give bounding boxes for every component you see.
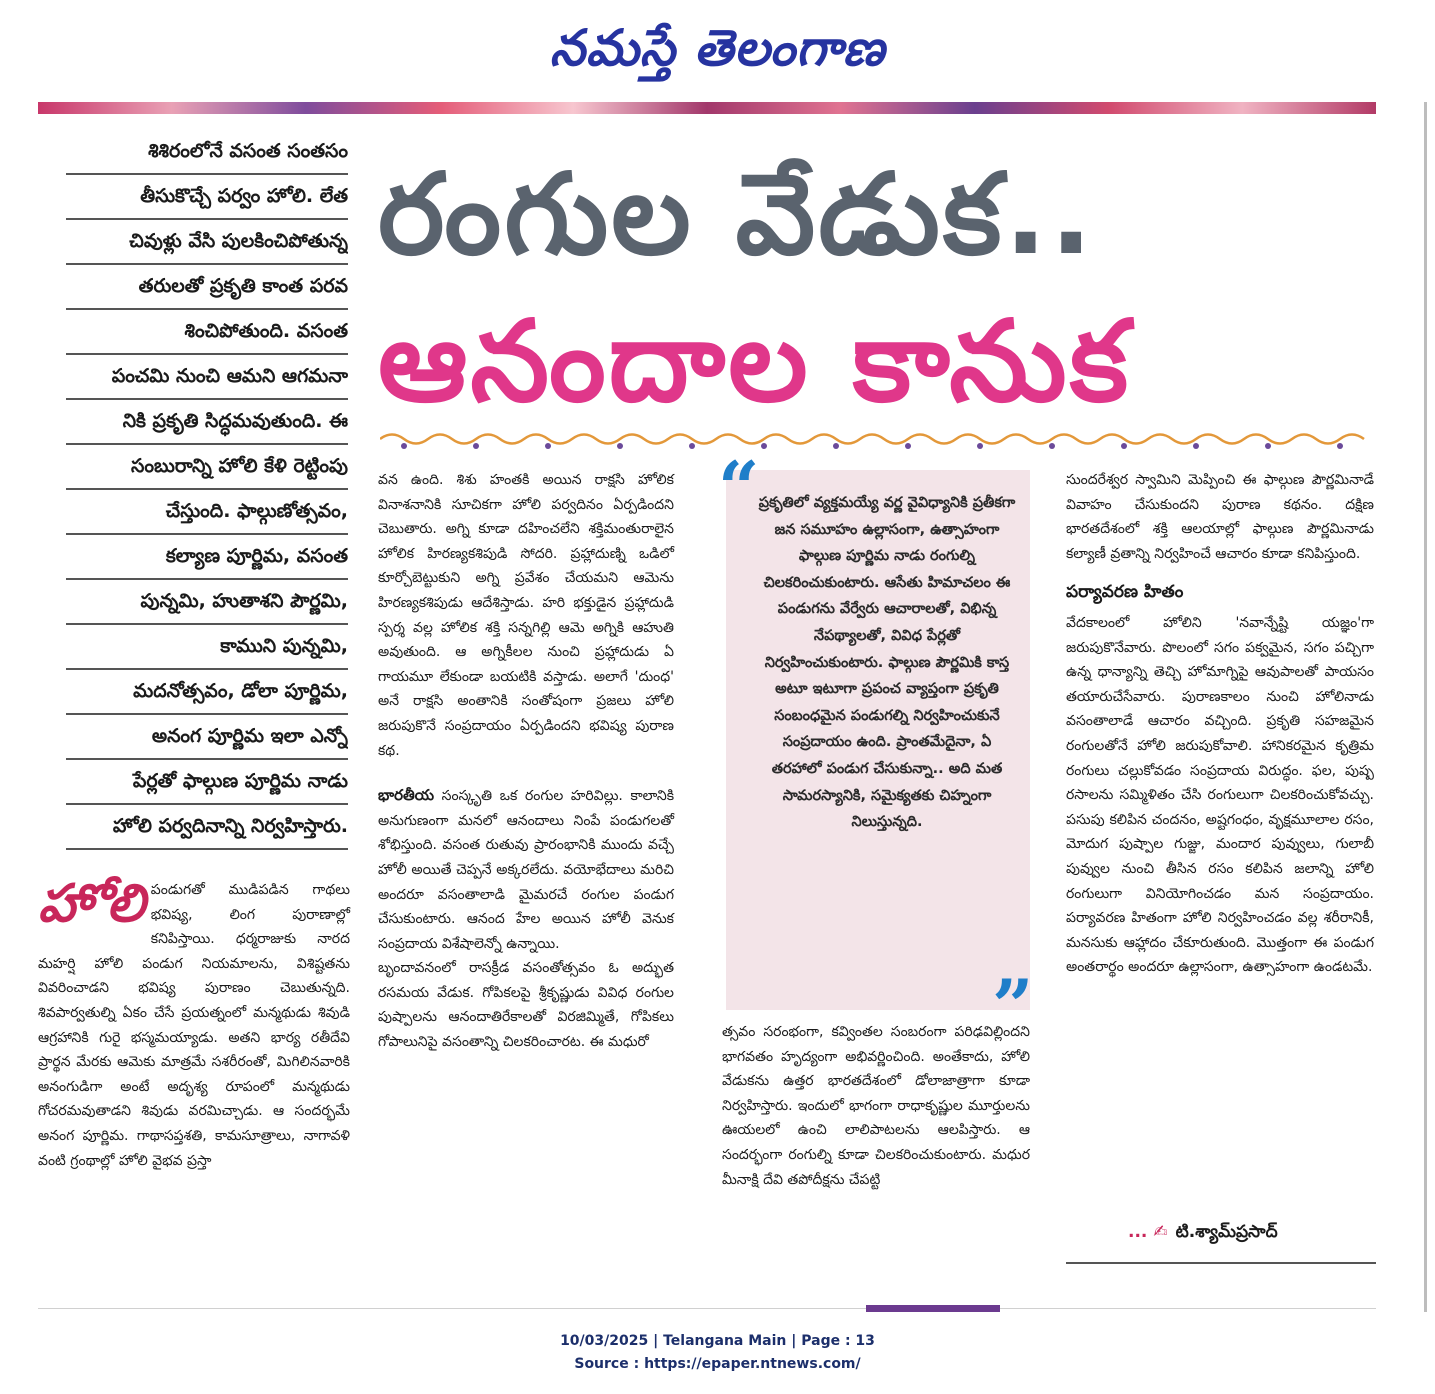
intro-line: హోలి పర్వదినాన్ని నిర్వహిస్తారు.	[66, 805, 348, 850]
dropcap: హోలి	[38, 874, 145, 934]
byline-dots: ...	[1128, 1222, 1148, 1242]
lead-word: భారతీయ	[378, 786, 434, 805]
article-paragraph: బృందావనంలో రాసక్రీడ వసంతోత్సవం ఓ అద్భుత రసమయ వేడుక. గోపికలపై శ్రీకృష్ణుడు వివిధ రంగుల పుష్పాలను ఆనందాతిరేకాలతో విరజిమ్మితే, గోపికలు గోపాలునిపై వసంతాన్ని చిలకరించారట. ఈ మధురో	[378, 960, 674, 1051]
article-column-3	[722, 1020, 1030, 1192]
intro-line: చివుళ్లు వేసి పులకించిపోతున్న	[66, 220, 348, 265]
article-paragraph: వేదకాలంలో హోలిని 'నవాన్నేష్టి యజ్ఞం'గా జరుపుకొనేవారు. పొలంలో సగం పక్వమైన, సగం పచ్చిగా ఉన్న ధాన్యాన్ని తెచ్చి హోమాగ్నిపై ఆవుపాలతో పాయసం తయారుచేసేవారు. పురాణకాలం నుంచి హోలినాడు వసంతాలాడే ఆచారం వచ్చింది. ప్రకృతి సహజమైన రంగులతోనే హోలి జరుపుకోవాలి. హానికరమైన కృత్రిమ రంగులు చల్లుకోవడం సంప్రదాయ విరుద్ధం. ఫల, పుష్ప రసాలను సమ్మిళితం చేసి రంగులుగా చిలకరించుకోవచ్చు. పసుపు కలిపిన చందనం, అష్టగంధం, వృక్షమూలాల రసం, మోదుగ పుష్పాల గుజ్జు, మందార పువ్వులు, గులాబీ పువ్వుల నుంచి తీసిన రసం కలిపిన జలాన్ని హోలి రంగులుగా వినియోగించడం మన సంప్రదాయం. పర్యావరణ హితంగా హోలి నిర్వహించడం వల్ల శరీరానికీ, మనసుకు ఆహ్లాదం చేకూరుతుంది. మొత్తంగా ఈ పండుగ అంతరార్థం అందరూ ఉల్లాసంగా, ఉత్సాహంగా ఉండటమే.	[1066, 614, 1374, 976]
intro-line: సంబురాన్ని హోలి కేళి రెట్టింపు	[66, 445, 348, 490]
intro-column	[38, 130, 348, 850]
section-subheading: పర్యావరణ హితం	[1066, 582, 1184, 603]
intro-line: పంచమి నుంచి ఆమని ఆగమనా	[66, 355, 348, 400]
intro-line: పేర్లతో ఫాల్గుణ పూర్ణిమ నాడు	[66, 760, 348, 805]
newspaper-logo: నమస్తే తెలంగాణ	[549, 19, 886, 77]
page-edge-rule	[1424, 102, 1427, 1312]
intro-line: శిశిరంలోనే వసంత సంతసం	[66, 130, 348, 175]
decorative-tab	[866, 1305, 1000, 1312]
intro-line: పున్నమి, హుతాశని పౌర్ణమి,	[66, 580, 348, 625]
article-paragraph: పండుగతో ముడిపడిన గాథలు భవిష్య, లింగ పురాణాల్లో కనిపిస్తాయి. ధర్మరాజుకు నారద మహర్షి హోలి పండుగ నియమాలను, విశిష్టతను వివరించాడని భవిష్య పురాణం చెబుతున్నది. శివపార్వతుల్ని ఏకం చేసే ప్రయత్నంలో మన్మథుడు శివుడి ఆగ్రహానికి గురై భస్మమయ్యాడు. అతని భార్య రతీదేవి ప్రార్థన మేరకు ఆమెకు మాత్రమే సశరీరంతో, మిగిలినవారికి అనంగుడిగా అంటే అదృశ్య రూపంలో మన్మథుడు గోచరమవుతాడని శివుడు వరమిచ్చాడు. ఆ సందర్భమే అనంగ పూర్ణిమ. గాథాసప్తశతి, కామసూత్రాలు, నాగావళి వంటి గ్రంథాల్లో హోలి వైభవ ప్రస్తా	[38, 882, 350, 1169]
intro-line: చేస్తుంది. ఫాల్గుణోత్సవం,	[66, 490, 348, 535]
intro-line: అనంగ పూర్ణిమ ఇలా ఎన్నో	[66, 715, 348, 760]
pen-signature-icon: ✍	[1153, 1222, 1168, 1242]
article-column-4	[1066, 468, 1374, 980]
decorative-ornament-divider	[380, 428, 1376, 450]
article-paragraph: వన ఉంది. శిశు హంతకి అయిన రాక్షసి హోలిక వినాశనానికి సూచికగా హోలి పర్వదినం ఏర్పడిందని చెబుతారు. అగ్ని కూడా దహించలేని శక్తిమంతురాలైన హోలిక హిరణ్యకశిపుడి సోదరి. ప్రహ్లాదుణ్ని ఒడిలో కూర్చోబెట్టుకుని అగ్ని ప్రవేశం చేయమని ఆమెను హిరణ్యకశిపుడు ఆదేశిస్తాడు. హరి భక్తుడైన ప్రహ్లాదుడి స్పర్శ వల్ల హోలిక శక్తి సన్నగిల్లి ఆమె అగ్నికి ఆహుతి అవుతుంది. ఆ అగ్నికీలల నుంచి ప్రహ్లాదుడు ఏ గాయమూ లేకుండా బయటికి వస్తాడు. అలాగే 'దుంధ' అనే రాక్షసి అంతానికి సంతోషంగా ప్రజలు హోలి జరుపుకొనే సంప్రదాయం ఏర్పడిందని భవిష్య పురాణ కథ.	[378, 472, 674, 759]
article-paragraph	[378, 783, 674, 956]
headline-line-2: ఆనందాల కానుక	[378, 297, 1132, 427]
intro-line: తీసుకొచ్చే పర్వం హోలి. లేత	[66, 175, 348, 220]
pull-quote-text: ప్రకృతిలో వ్యక్తమయ్యే వర్ణ వైవిధ్యానికి ప్రతీకగా జన సమూహం ఉల్లాసంగా, ఉత్సాహంగా ఫాల్గుణ పూర్ణిమ నాడు రంగుల్ని చిలకరించుకుంటారు. ఆసేతు హిమాచలం ఈ పండుగను వేర్వేరు ఆచారాలతో, విభిన్న నేపథ్యాలతో, వివిధ పేర్లతో నిర్వహించుకుంటారు. ఫాల్గుణ పౌర్ణమికి కాస్త అటూ ఇటూగా ప్రపంచ వ్యాప్తంగా ప్రకృతి సంబంధమైన పండుగల్ని నిర్వహించుకునే సంప్రదాయం ఉంది. ప్రాంతమేదైనా, ఏ తరహాలో పండుగ చేసుకున్నా.. అది మత సామరస్యానికి, సమైక్యతకు చిహ్నంగా నిలుస్తున్నది.	[758, 495, 1016, 831]
intro-line: కల్యాణ పూర్ణిమ, వసంత	[66, 535, 348, 580]
author-name: టి.శ్యామ్‌ప్రసాద్	[1175, 1222, 1278, 1242]
intro-line: మదనోత్సవం, డోలా పూర్ణిమ,	[66, 670, 348, 715]
article-paragraph: త్సవం సరంభంగా, కవ్వింతల సంబరంగా పరిఢవిల్లిందని భాగవతం హృద్యంగా అభివర్ణించింది. అంతేకాదు, హోలి వేడుకను ఉత్తర భారతదేశంలో డోలాజాత్రాగా కూడా నిర్వహిస్తారు. ఇందులో భాగంగా రాధాకృష్ణుల మూర్తులను ఊయలలో ఉంచి లాలిపాటలను ఆలపిస్తారు. ఆ సందర్భంగా రంగుల్ని కూడా చిలకరించుకుంటారు. మధుర మీనాక్షి దేవి తపోదీక్షను చేపట్టి	[722, 1024, 1030, 1188]
article-column-2	[378, 468, 674, 1055]
author-byline	[1128, 1222, 1278, 1246]
article-paragraph: సుందరేశ్వర స్వామిని మెప్పించి ఈ ఫాల్గుణ పౌర్ణమినాడే వివాహం చేసుకుందని పురాణ కథనం. దక్షిణ భారతదేశంలో శక్తి ఆలయాల్లో ఫాల్గుణ పౌర్ణమినాడు కల్యాణీ వ్రతాన్ని నిర్వహించే ఆచారం కూడా కనిపిస్తుంది.	[1066, 472, 1374, 562]
paragraph-text: సంస్కృతి ఒక రంగుల హరివిల్లు. కాలానికి అనుగుణంగా మనలో ఆనందాలు నింపే పండుగలతో శోభిస్తుంది. వసంత రుతువు ప్రారంభానికి ముందు వచ్చే హోలీ అయితే చెప్పనే అక్కరలేదు. వయోభేదాలు మరిచి అందరూ వసంతాలాడి మైమరచే రంగుల పండుగ చేసుకుంటారు. ఆనంద హేల అయిన హోలీ వెనుక సంప్రదాయ విశేషాలెన్నో ఉన్నాయి.	[378, 788, 674, 952]
intro-line: తరులతో ప్రకృతి కాంత పరవ	[66, 265, 348, 310]
footer-source-link[interactable]: Source : https://epaper.ntnews.com/	[574, 1356, 861, 1372]
masthead	[0, 6, 1435, 90]
intro-line: కాముని పున్నమి,	[66, 625, 348, 670]
headline-line-1: రంగుల వేడుక..	[378, 150, 1096, 280]
intro-line: శించిపోతుంది. వసంత	[66, 310, 348, 355]
footer-edition-info: 10/03/2025 | Telangana Main | Page : 13	[560, 1333, 875, 1349]
byline-divider	[1066, 1262, 1376, 1264]
intro-line: నికి ప్రకృతి సిద్ధమవుతుంది. ఈ	[66, 400, 348, 445]
left-double-quote-icon: “	[718, 445, 760, 530]
page-bottom-rule	[38, 1308, 1376, 1309]
decorative-color-band	[38, 102, 1376, 114]
right-double-quote-icon: ”	[992, 963, 1034, 1048]
article-column-1	[38, 874, 350, 1173]
